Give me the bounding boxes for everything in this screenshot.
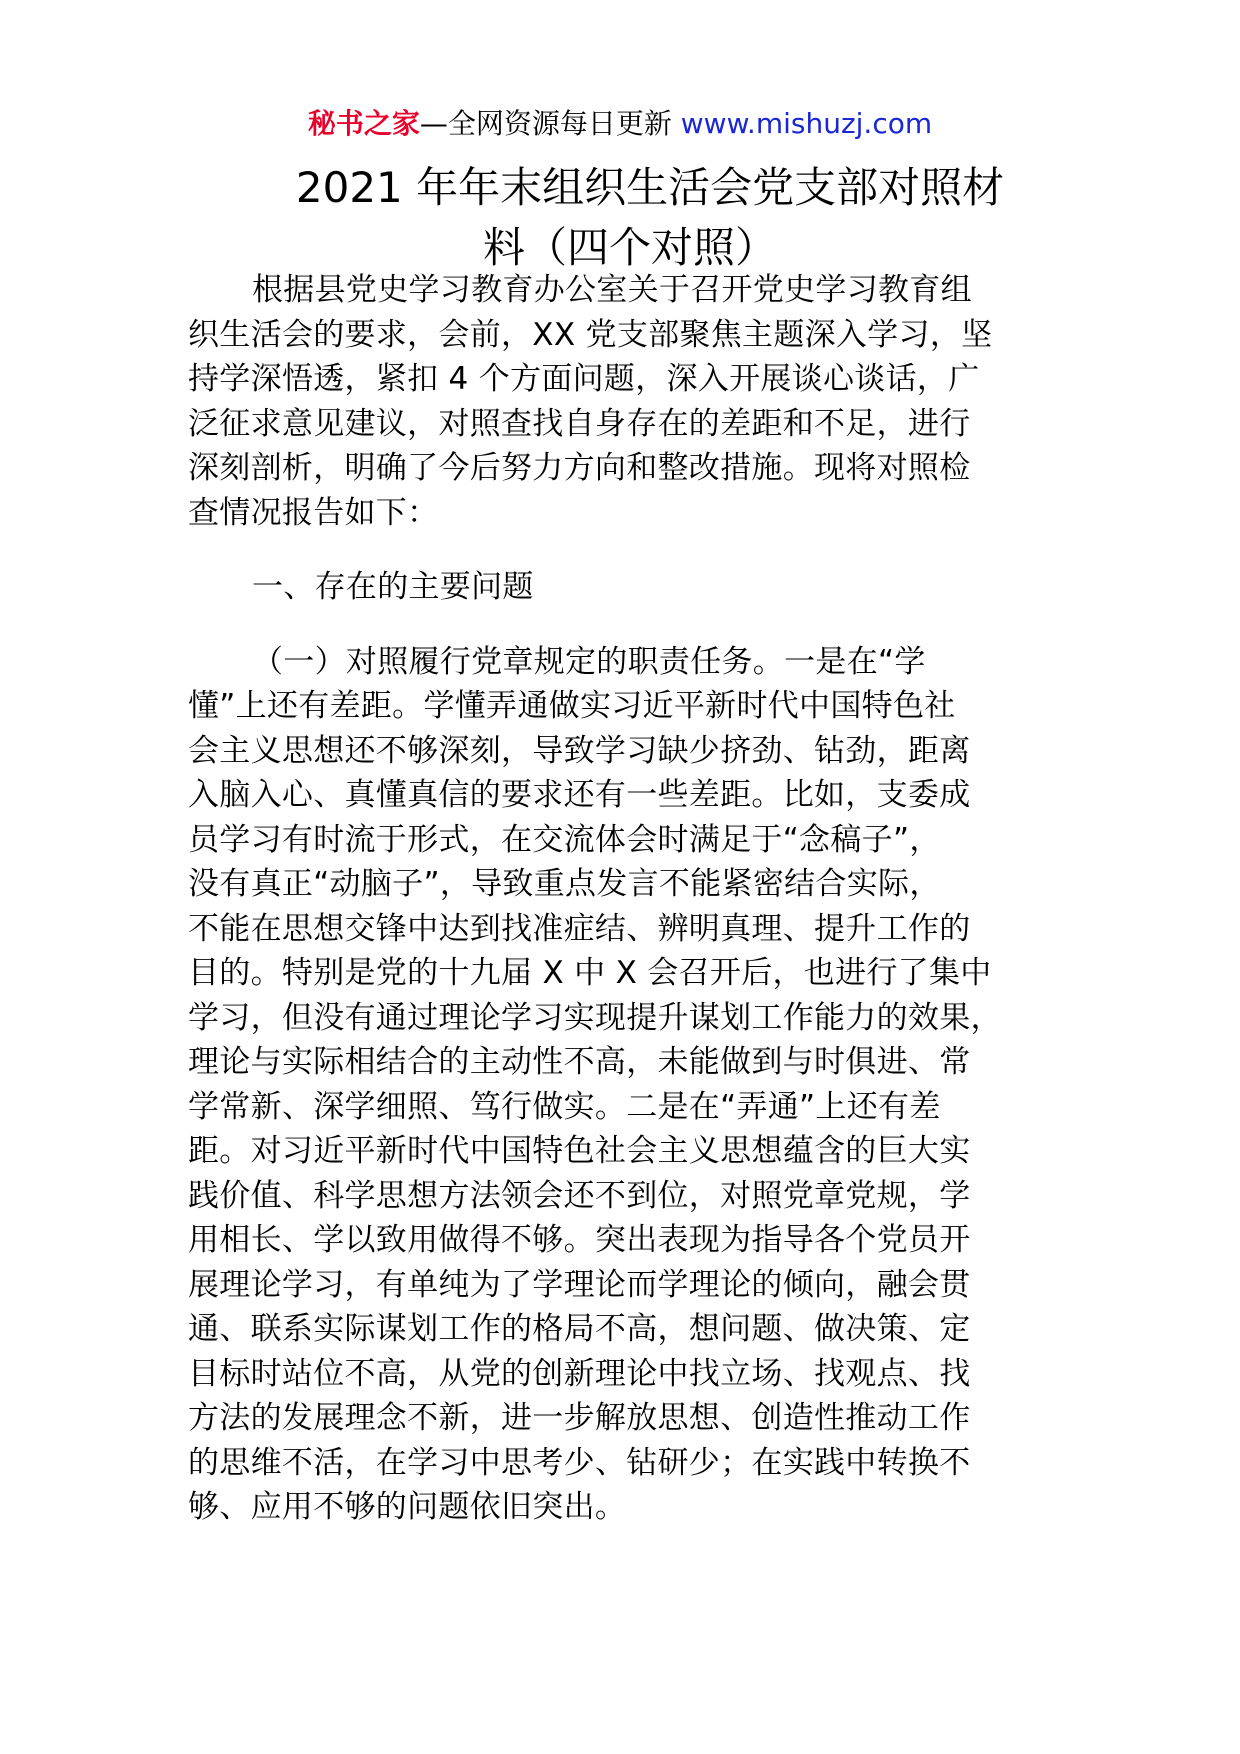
paragraph-line: 用相长、学以致用做得不够。突出表现为指导各个党员开	[188, 1222, 971, 1258]
document-title-line-1: 2021 年年末组织生活会党支部对照材	[295, 163, 1005, 212]
paragraph-line: 持学深悟透，紧扣 4 个方面问题，深入开展谈心谈话，广	[188, 361, 980, 397]
paragraph-line: 距。对习近平新时代中国特色社会主义思想蕴含的巨大实	[188, 1133, 971, 1169]
paragraph-spacing	[188, 535, 1040, 565]
site-header	[0, 104, 1240, 144]
site-url-link[interactable]: www.mishuzj.com	[680, 107, 933, 140]
paragraph-line: 不能在思想交锋中达到找准症结、辨明真理、提升工作的	[188, 910, 971, 947]
paragraph-line: 目的。特别是党的十九届 X 中 X 会召开后，也进行了集中	[188, 955, 992, 991]
paragraph-spacing	[188, 610, 1040, 640]
paragraph-line: 通、联系实际谋划工作的格局不高，想问题、做决策、定	[188, 1311, 971, 1347]
paragraph-line: 的思维不活，在学习中思考少、钻研少；在实践中转换不	[188, 1444, 971, 1481]
paragraph-line: 查情况报告如下：	[188, 494, 439, 531]
intro-paragraph	[188, 268, 1040, 535]
paragraph-line: 学习，但没有通过理论学习实现提升谋划工作能力的效果，	[188, 999, 1002, 1036]
paragraph-line: （一）对照履行党章规定的职责任务。一是在“学	[252, 643, 926, 680]
paragraph-line: 深刻剖析，明确了今后努力方向和整改措施。现将对照检	[188, 450, 971, 486]
document-title-line-2: 料（四个对照）	[482, 223, 777, 272]
document-body	[188, 268, 1040, 1530]
paragraph-line: 织生活会的要求，会前，XX 党支部聚焦主题深入学习，坚	[188, 316, 993, 353]
section-heading: 一、存在的主要问题	[252, 569, 534, 605]
header-slogan: —全网资源每日更新	[419, 107, 681, 140]
paragraph-line: 方法的发展理念不新，进一步解放思想、创造性推动工作	[188, 1400, 971, 1436]
paragraph-line: 够、应用不够的问题依旧突出。	[188, 1489, 627, 1525]
paragraph-line: 会主义思想还不够深刻，导致学习缺少挤劲、钻劲，距离	[188, 732, 971, 769]
brand-name: 秘书之家	[307, 107, 420, 140]
paragraph-line: 目标时站位不高，从党的创新理论中找立场、找观点、找	[188, 1355, 971, 1392]
paragraph-line: 践价值、科学思想方法领会还不到位，对照党章党规，学	[188, 1177, 971, 1214]
paragraph-line: 学常新、深学细照、笃行做实。二是在“弄通”上还有差	[188, 1088, 941, 1125]
paragraph-line: 展理论学习，有单纯为了学理论而学理论的倾向，融会贯	[188, 1266, 971, 1303]
paragraph-line: 泛征求意见建议，对照查找自身存在的差距和不足，进行	[188, 405, 971, 442]
section1-paragraph	[188, 640, 1040, 1530]
paragraph-line: 懂”上还有差距。学懂弄通做实习近平新时代中国特色社	[188, 688, 956, 724]
paragraph-line: 入脑入心、真懂真信的要求还有一些差距。比如，支委成	[188, 777, 971, 813]
paragraph-line: 理论与实际相结合的主动性不高，未能做到与时俱进、常	[188, 1044, 971, 1080]
paragraph-line: 没有真正“动脑子”，导致重点发言不能紧密结合实际，	[188, 866, 941, 902]
paragraph-line: 根据县党史学习教育办公室关于召开党史学习教育组	[252, 272, 972, 308]
paragraph-line: 员学习有时流于形式，在交流体会时满足于“念稿子”，	[188, 821, 941, 858]
